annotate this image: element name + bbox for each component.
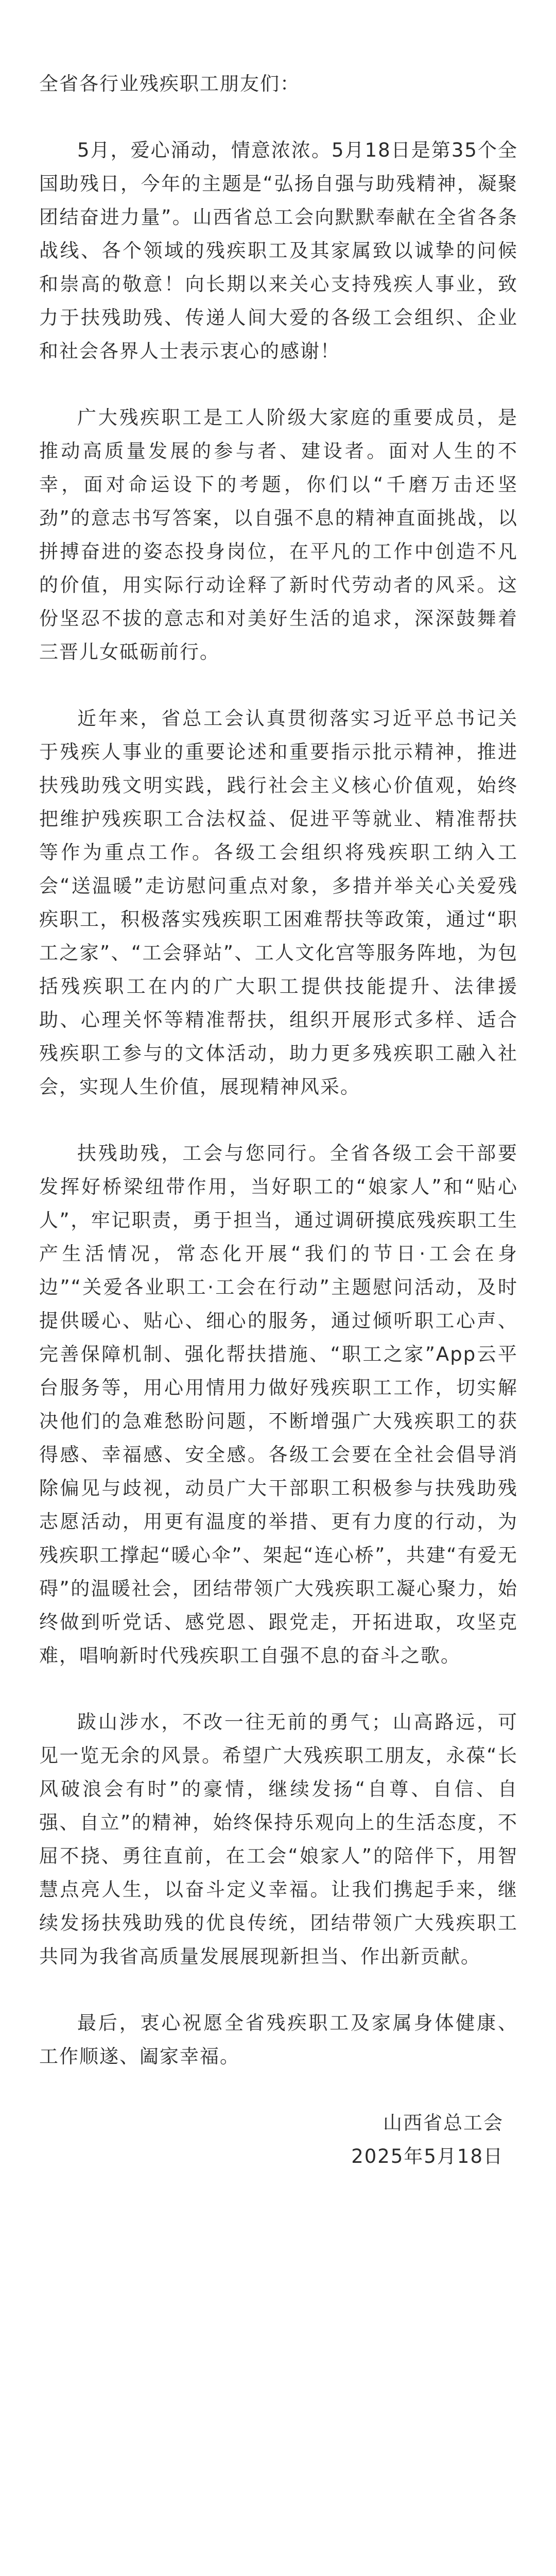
- paragraph-closing-wish: 最后，衷心祝愿全省残疾职工及家属身体健康、工作顺遂、阖家幸福。: [39, 2012, 518, 2067]
- signature-organization: 山西省总工会: [383, 2112, 503, 2134]
- paragraph-encouragement: 跋山涉水，不改一往无前的勇气；山高路远，可见一览无余的风景。希望广大残疾职工朋友，永葆“长风破浪会有时”的豪情，继续发扬“自尊、自信、自强、自立”的精神，始终保持乐观向上的生活态度，不屈不挠、勇往直前，在工会“娘家人”的陪伴下，用智慧点亮人生，以奋斗定义幸福。让我们携起手来，继续发扬扶残助残的优良传统，团结带领广大残疾职工共同为我省高质量发展展现新担当、作出新贡献。: [39, 1711, 518, 1968]
- signature-date: 2025年5月18日: [351, 2145, 503, 2167]
- letter-salutation: 全省各行业残疾职工朋友们：: [39, 73, 300, 95]
- paragraph-union-commitment: 扶残助残，工会与您同行。全省各级工会干部要发挥好桥梁纽带作用，当好职工的“娘家人”和“贴心人”，牢记职责，勇于担当，通过调研摸底残疾职工生产生活情况，常态化开展“我们的节日·工会在身边”“关爱各业职工·工会在行动”主题慰问活动，及时提供暖心、贴心、细心的服务，通过倾听职工心声、完善保障机制、强化帮扶措施、“职工之家”App云平台服务等，用心用情用力做好残疾职工工作，切实解决他们的急难愁盼问题，不断增强广大残疾职工的获得感、幸福感、安全感。各级工会要在全社会倡导消除偏见与歧视，动员广大干部职工积极参与扶残助残志愿活动，用更有温度的举措、更有力度的行动，为残疾职工撑起“暖心伞”、架起“连心桥”，共建“有爱无碍”的温暖社会，团结带领广大残疾职工凝心聚力，始终做到听党话、感党恩、跟党走，开拓进取，攻坚克难，唱响新时代残疾职工自强不息的奋斗之歌。: [39, 1142, 518, 1667]
- paragraph-workers-spirit: 广大残疾职工是工人阶级大家庭的重要成员，是推动高质量发展的参与者、建设者。面对人生的不幸，面对命运设下的考题，你们以“千磨万击还坚劲”的意志书写答案，以自强不息的精神直面挑战，以拼搏奋进的姿态投身岗位，在平凡的工作中创造不凡的价值，用实际行动诠释了新时代劳动者的风采。这份坚忍不拔的意志和对美好生活的追求，深深鼓舞着三晋儿女砥砺前行。: [39, 406, 518, 663]
- paragraph-greeting: 5月，爱心涌动，情意浓浓。5月18日是第35个全国助残日，今年的主题是“弘扬自强与助残精神，凝聚团结奋进力量”。山西省总工会向默默奉献在全省各条战线、各个领域的残疾职工及其家属致以诚挚的问候和崇高的敬意！向长期以来关心支持残疾人事业，致力于扶残助残、传递人间大爱的各级工会组织、企业和社会各界人士表示衷心的感谢！: [39, 139, 518, 362]
- letter-article: [39, 67, 518, 2173]
- paragraph-union-work: 近年来，省总工会认真贯彻落实习近平总书记关于残疾人事业的重要论述和重要指示批示精神，推进扶残助残文明实践，践行社会主义核心价值观，始终把维护残疾职工合法权益、促进平等就业、精准帮扶等作为重点工作。各级工会组织将残疾职工纳入工会“送温暖”走访慰问重点对象，多措并举关心关爱残疾职工，积极落实残疾职工困难帮扶等政策，通过“职工之家”、“工会驿站”、工人文化宫等服务阵地，为包括残疾职工在内的广大职工提供技能提升、法律援助、心理关怀等精准帮扶，组织开展形式多样、适合残疾职工参与的文体活动，助力更多残疾职工融入社会，实现人生价值，展现精神风采。: [39, 707, 518, 1098]
